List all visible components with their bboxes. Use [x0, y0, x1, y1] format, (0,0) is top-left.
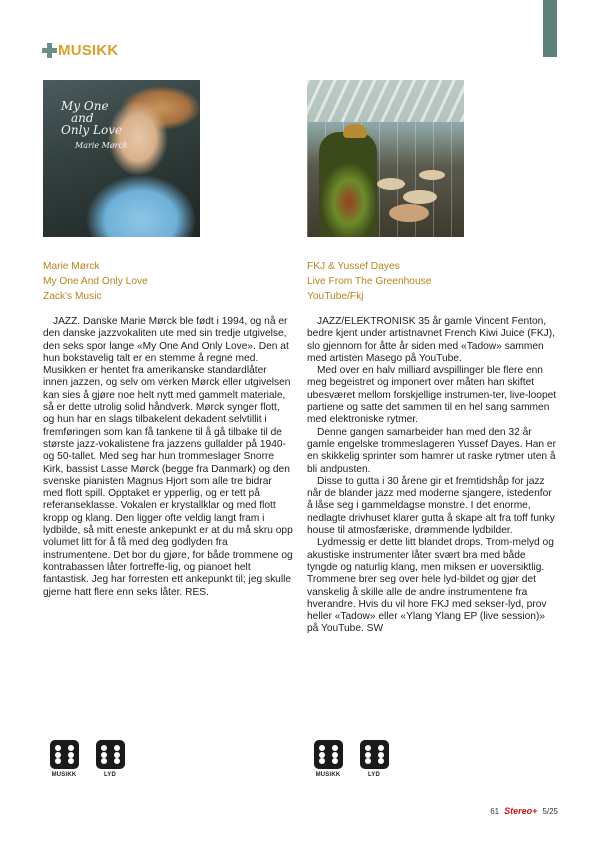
die-pip	[378, 752, 384, 758]
review-paragraph: JAZZ/ELEKTRONISK 35 år gamle Vincent Fenton, bedre kjent under artistnavnet French Kiwi Juice (FKJ), slo gjennom for åtte år siden med «Tadow» sammen med artisten Masego på YouTube.	[307, 316, 556, 364]
die-six-icon	[314, 740, 343, 769]
review-right	[307, 80, 557, 636]
ratings-right	[305, 740, 397, 778]
die-pip	[378, 758, 384, 764]
review-paragraph: JAZZ. Danske Marie Mørck ble født i 1994, og nå er den danske jazzvokaliten ute med sin tredje utgivelse, den seks spor lange «My One And Only Love». Den at hun bokstavelig talt er en stemme å regne med. Musikken er hentet fra amerikanske standardlåter innen jazzen, og selv om verken Mørck eller utgivelsen kan sies å gjøre noe helt nytt med gammelt materiale, så er dette utrolig solid håndverk. Mørck synger flott, og hun har en slags tilbakelent dekadent selvtillit i fremføringen som kan få tankene til å gå tilbake til de største jazz-vokalistene fra jazzens gullalder på 1940- og 50-tallet. Med seg har hun trommeslager Snorre Kirk, bassist Lasse Mørck (begge fra Danmark) og den svenske pianisten Magnus Hjort som alle tre bidrar med flott spill. Opptaket er ypperlig, og er tett på referanseklasse. Vokalen er krystallklar og med flott kropp og klang. Den ligger ofte veldig langt fram i lydbilde, så mitt eneste ankepunkt er at du må skru opp volumet litt for å få med deg godlyden fra instrumentene. Det bor du gjøre, for både trommene og kontrabassen låter fortreffe-lig, og pianoet helt fantastisk. Jeg har forresten ett ankepunkt til; jeg skulle gjerne hatt flere enn seks låter. RES.	[43, 316, 293, 598]
die-pip	[332, 758, 338, 764]
die-pip	[68, 745, 74, 751]
issue-number: 5/25	[542, 806, 558, 816]
die-pip	[101, 745, 107, 751]
drum-snare	[389, 204, 429, 222]
drummer-hat	[343, 124, 367, 138]
drum-cymbal	[377, 178, 405, 190]
magazine-logo: Stereo+	[504, 806, 538, 816]
die-six-icon	[360, 740, 389, 769]
record-label: Zack's Music	[43, 291, 102, 302]
rating-label: MUSIKK	[315, 772, 341, 778]
corner-accent-bar	[543, 0, 557, 57]
review-paragraph: Disse to gutta i 30 årene gir et fremtidshåp for jazz når de blander jazz med moderne sjangere, istedenfor å låse seg i gammeldagse monstre. I det enorme, nedlagte drivhuset klarer gutta å skape alt fra toff funky house til atmosfæriske, drømmende lydbilder.	[307, 475, 555, 537]
die-pip	[332, 752, 338, 758]
die-six-icon	[96, 740, 125, 769]
cover-artist: Marie Mørck	[75, 141, 128, 150]
drummer-figure	[319, 132, 377, 237]
die-pip	[55, 752, 61, 758]
rating-label: LYD	[367, 772, 381, 778]
section-title: MUSIKK	[58, 42, 119, 59]
die-pip	[319, 745, 325, 751]
rating-sound	[351, 740, 397, 778]
die-pip	[55, 758, 61, 764]
die-pip	[101, 758, 107, 764]
cover-title: My One and Only Love	[61, 99, 123, 137]
page-footer	[490, 806, 558, 816]
section-header	[42, 42, 118, 59]
die-pip	[365, 752, 371, 758]
die-pip	[365, 758, 371, 764]
die-pip	[101, 752, 107, 758]
review-paragraph: Denne gangen samarbeider han med den 32 år gamle engelske trommeslageren Yussef Dayes. Han er en skikkelig sprinter som hamrer ut raske rytmer uten å bli andpusten.	[307, 426, 556, 475]
review-text	[43, 316, 293, 599]
greenhouse-roof	[307, 80, 464, 122]
rating-music	[41, 740, 87, 778]
album-credits	[43, 259, 293, 304]
rating-label: LYD	[103, 772, 117, 778]
review-left	[43, 80, 293, 599]
record-label: YouTube/Fkj	[307, 291, 364, 302]
review-text	[307, 316, 557, 636]
review-paragraph: Lydmessig er dette litt blandet drops. Trom-melyd og akustiske instrumenter låter svært bra med både tyngde og naturlig klang, men miksen er uoversiktlig. Trommene brer seg over hele lyd-bildet og gjør det vanskelig å skille alle de andre instrumentene fra hverandre. Hvis du vil hore FKJ med sekser-lyd, prov heller «Tadow» eller «Ylang Ylang EP (live session)» på YouTube. SW	[307, 537, 554, 635]
drum-cymbal	[419, 170, 445, 180]
die-pip	[319, 752, 325, 758]
artist-name: Marie Mørck	[43, 261, 100, 272]
artist-name: FKJ & Yussef Dayes	[307, 261, 400, 272]
drum-cymbal	[403, 190, 437, 204]
rating-label: MUSIKK	[51, 772, 77, 778]
die-pip	[68, 758, 74, 764]
ratings-left	[41, 740, 133, 778]
album-credits	[307, 259, 557, 304]
page-number: 61	[490, 806, 500, 816]
die-pip	[55, 745, 61, 751]
die-pip	[68, 752, 74, 758]
die-pip	[114, 752, 120, 758]
die-pip	[114, 758, 120, 764]
die-pip	[114, 745, 120, 751]
die-pip	[365, 745, 371, 751]
rating-sound	[87, 740, 133, 778]
review-paragraph: Med over en halv milliard avspillinger ble flere enn meg begeistret og imponert over måten han skiftet ubesværet mellom forskjellige instrumen-ter, live-loopet partiene og satte det sammen til en hel sang sammen med elektroniske rytmer.	[307, 365, 557, 426]
album-cover-my-one-and-only-love	[43, 80, 200, 237]
die-six-icon	[50, 740, 79, 769]
rating-music	[305, 740, 351, 778]
album-title: My One And Only Love	[43, 276, 148, 287]
plus-icon	[42, 43, 57, 58]
die-pip	[378, 745, 384, 751]
album-cover-live-from-the-greenhouse	[307, 80, 464, 237]
die-pip	[319, 758, 325, 764]
die-pip	[332, 745, 338, 751]
album-title: Live From The Greenhouse	[307, 276, 432, 287]
